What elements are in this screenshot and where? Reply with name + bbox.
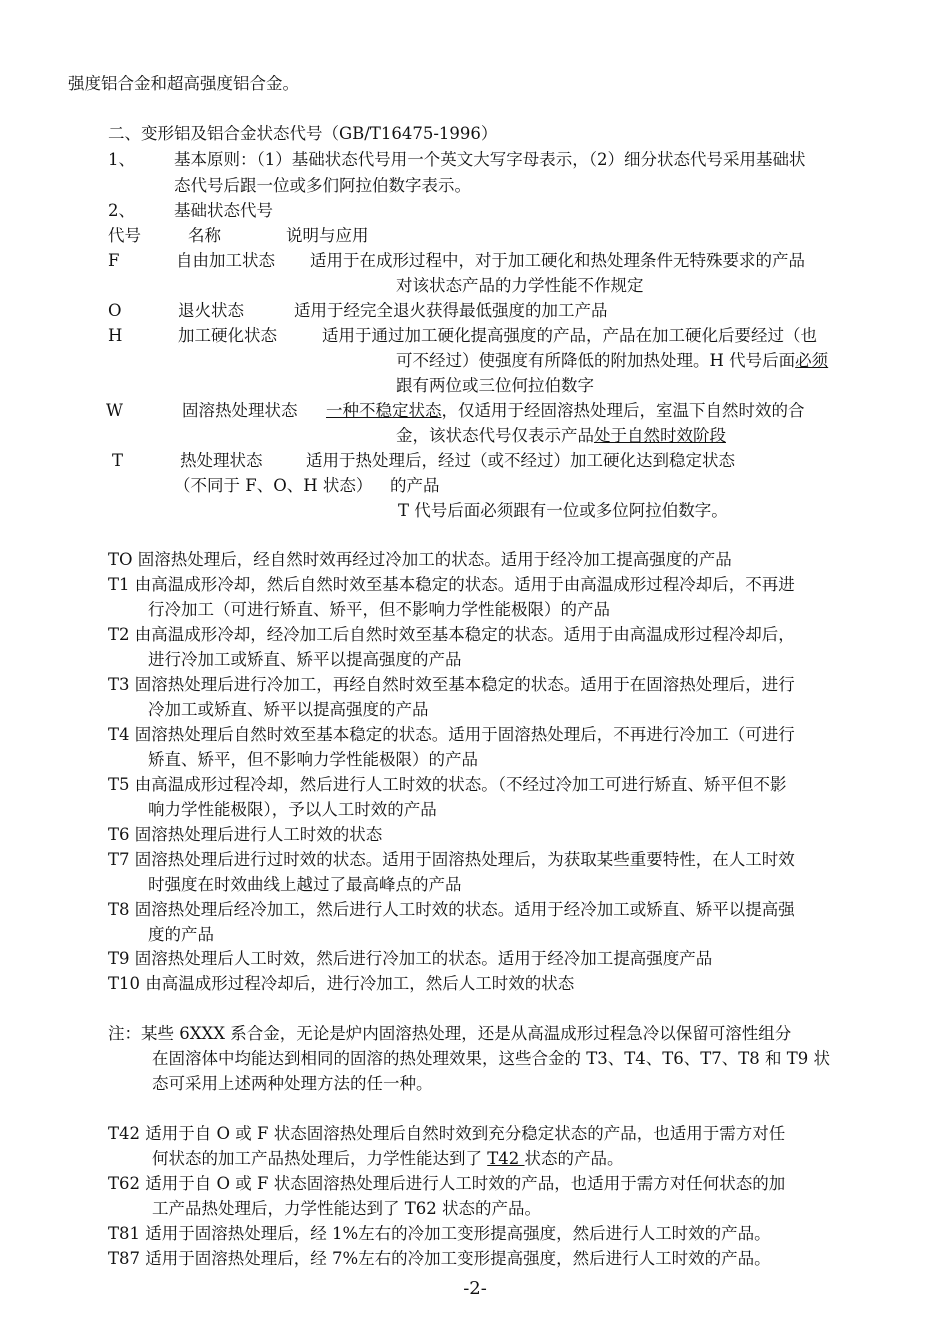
t42-line2 [152, 1147, 624, 1171]
section-title: 二、变形铝及铝合金状态代号（GB/T16475-1996） [108, 124, 498, 143]
state-h-desc1: 适用于通过加工硬化提高强度的产品，产品在加工硬化后要经过（也 [322, 326, 817, 345]
principle-line1: 基本原则：（1）基础状态代号用一个英文大写字母表示，（2）细分状态代号采用基础状 [174, 150, 806, 169]
t-state-line: T7 固溶热处理后进行过时效的状态。适用于固溶热处理后，为获取某些重要特性，在人工时效 [108, 850, 795, 869]
header-code: 代号 [108, 226, 141, 245]
state-o-desc1: 适用于经完全退火获得最低强度的加工产品 [294, 301, 608, 320]
state-w-code: W [106, 401, 123, 420]
basic-heading-number: 2、 [108, 201, 135, 220]
t-state-line: T10 由高温成形过程冷却后，进行冷加工，然后人工时效的状态 [108, 974, 575, 993]
note-line1: 注：某些 6XXX 系合金，无论是炉内固溶热处理，还是从高温成形过程急冷以保留可溶性组分 [108, 1024, 792, 1043]
state-h-code: H [108, 326, 123, 345]
header-desc: 说明与应用 [286, 226, 369, 245]
principle-number: 1、 [108, 150, 135, 169]
state-w-desc1 [326, 399, 805, 423]
state-f-code: F [108, 251, 120, 270]
state-w-desc2 [396, 424, 726, 448]
t42-line2-tail: 状态的产品。 [524, 1149, 624, 1168]
t-state-line-cont: 冷加工或矫直、矫平以提高强度的产品 [148, 700, 429, 719]
state-h-desc2 [396, 349, 828, 373]
t-state-line: T9 固溶热处理后人工时效，然后进行冷加工的状态。适用于经冷加工提高强度产品 [108, 949, 713, 968]
t-state-line-cont: 矫直、矫平，但不影响力学性能极限）的产品 [148, 750, 478, 769]
t87-line1: T87 适用于固溶热处理后，经 7%左右的冷加工变形提高强度，然后进行人工时效的产品。 [108, 1249, 771, 1268]
t-state-line: T4 固溶热处理后自然时效至基本稳定的状态。适用于固溶热处理后，不再进行冷加工（可进行 [108, 725, 795, 744]
intro-tail: 强度铝合金和超高强度铝合金。 [68, 74, 299, 93]
state-t-code: T [112, 451, 124, 470]
state-h-desc2-text: 可不经过）使强度有所降低的附加热处理。H 代号后面 [396, 351, 796, 370]
t-state-line-cont: 度的产品 [148, 925, 214, 944]
state-o-code: O [108, 301, 122, 320]
t-state-line: T6 固溶热处理后进行人工时效的状态 [108, 825, 383, 844]
state-t-name2: （不同于 F、O、H 状态） [174, 476, 373, 495]
t-state-line-cont: 进行冷加工或矫直、矫平以提高强度的产品 [148, 650, 462, 669]
state-t-desc3: T 代号后面必须跟有一位或多位阿拉伯数字。 [398, 501, 728, 520]
state-w-name: 固溶热处理状态 [182, 401, 298, 420]
basic-heading-title: 基础状态代号 [174, 201, 273, 220]
state-h-name: 加工硬化状态 [178, 326, 277, 345]
note-line3: 态可采用上述两种处理方法的任一种。 [152, 1074, 433, 1093]
t-state-line: T3 固溶热处理后进行冷加工，再经自然时效至基本稳定的状态。适用于在固溶热处理后，进行 [108, 675, 795, 694]
t62-line1: T62 适用于自 O 或 F 状态固溶热处理后进行人工时效的产品，也适用于需方对任何状态的加 [108, 1174, 786, 1193]
t-state-line: T1 由高温成形冷却，然后自然时效至基本稳定的状态。适用于由高温成形过程冷却后，不再进 [108, 575, 795, 594]
state-w-desc1-underlined: 一种不稳定状态 [326, 401, 442, 420]
state-t-desc2: 的产品 [390, 476, 440, 495]
state-h-desc2-underlined: 必须 [795, 351, 829, 370]
t-state-line-cont: 时强度在时效曲线上越过了最高峰点的产品 [148, 875, 462, 894]
state-f-name: 自由加工状态 [176, 251, 275, 270]
principle-line2: 态代号后跟一位或多们阿拉伯数字表示。 [174, 176, 471, 195]
t-state-line-cont: 响力学性能极限），予以人工时效的产品 [148, 800, 437, 819]
state-h-desc3: 跟有两位或三位何拉伯数字 [396, 376, 594, 395]
state-o-name: 退火状态 [178, 301, 244, 320]
t81-line1: T81 适用于固溶热处理后，经 1%左右的冷加工变形提高强度，然后进行人工时效的产品。 [108, 1224, 771, 1243]
t-state-line: TO 固溶热处理后，经自然时效再经过冷加工的状态。适用于经冷加工提高强度的产品 [108, 550, 732, 569]
t42-line2-text: 何状态的加工产品热处理后，力学性能达到了 [152, 1149, 488, 1168]
state-f-desc2: 对该状态产品的力学性能不作规定 [396, 276, 644, 295]
state-w-desc2-underlined: 处于自然时效阶段 [594, 426, 726, 445]
header-name: 名称 [188, 226, 221, 245]
t62-line2: 工产品热处理后，力学性能达到了 T62 状态的产品。 [152, 1199, 541, 1218]
t-state-line-cont: 行冷加工（可进行矫直、矫平，但不影响力学性能极限）的产品 [148, 600, 610, 619]
page-number: -2- [463, 1278, 487, 1299]
note-line2: 在固溶体中均能达到相同的固溶的热处理效果，这些合金的 T3、T4、T6、T7、T8 和 T9 状 [152, 1049, 830, 1068]
state-t-desc1: 适用于热处理后，经过（或不经过）加工硬化达到稳定状态 [306, 451, 735, 470]
t42-line2-underlined: T42 [487, 1149, 525, 1168]
t42-line1: T42 适用于自 O 或 F 状态固溶热处理后自然时效到充分稳定状态的产品，也适用于需方对任 [108, 1124, 786, 1143]
state-w-desc2-text: 金，该状态代号仅表示产品 [396, 426, 594, 445]
t-state-line: T8 固溶热处理后经冷加工，然后进行人工时效的状态。适用于经冷加工或矫直、矫平以提高强 [108, 900, 795, 919]
state-w-desc1-text: ，仅适用于经固溶热处理后，室温下自然时效的合 [441, 401, 805, 420]
state-f-desc1: 适用于在成形过程中，对于加工硬化和热处理条件无特殊要求的产品 [310, 251, 805, 270]
t-state-line: T2 由高温成形冷却，经冷加工后自然时效至基本稳定的状态。适用于由高温成形过程冷却后， [108, 625, 795, 644]
state-t-name: 热处理状态 [180, 451, 263, 470]
t-state-line: T5 由高温成形过程冷却，然后进行人工时效的状态。（不经过冷加工可进行矫直、矫平但不影 [108, 775, 787, 794]
